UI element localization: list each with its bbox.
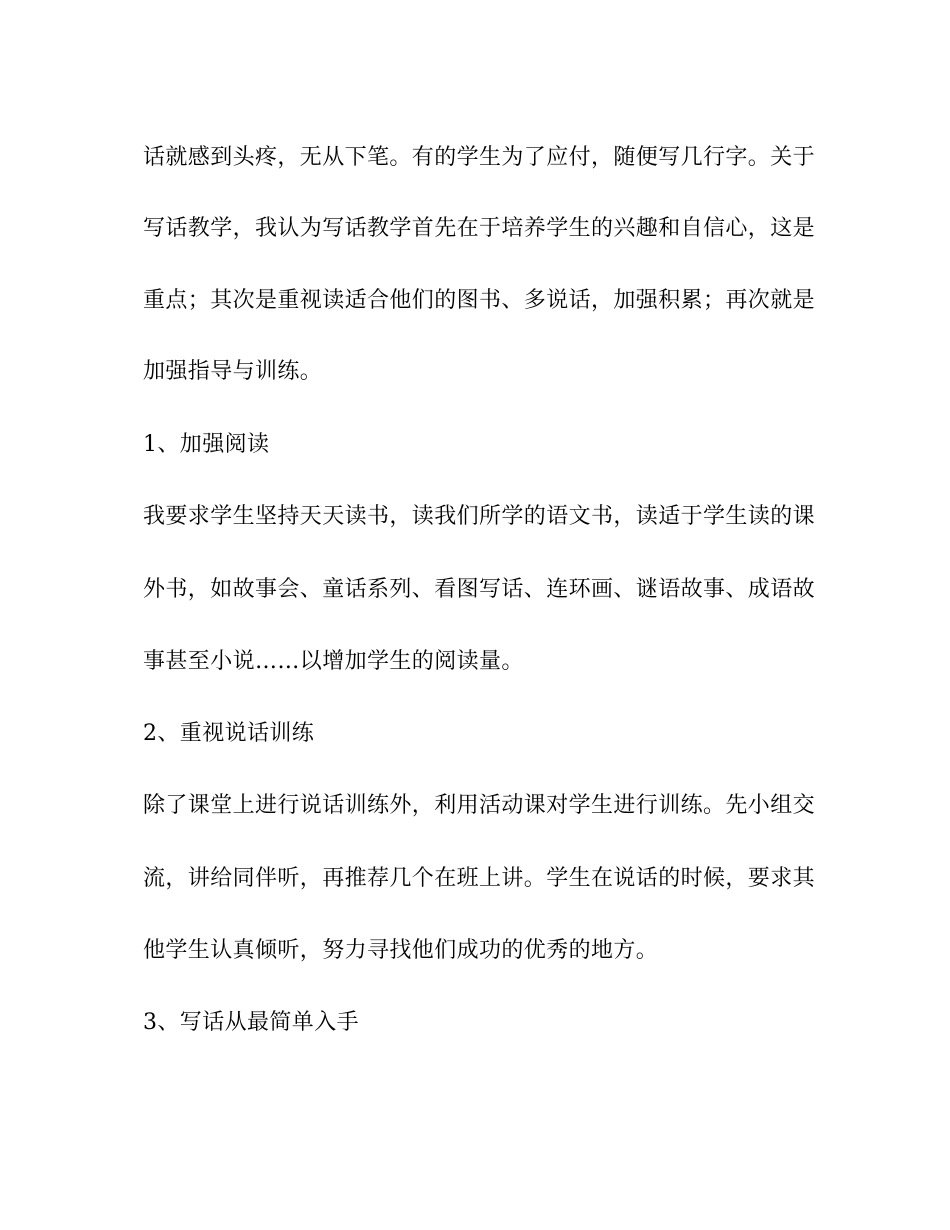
paragraph-line: 流，讲给同伴听，再推荐几个在班上讲。学生在说话的时候，要求其	[143, 866, 816, 891]
paragraph-line: 重点；其次是重视读适合他们的图书、多说话，加强积累；再次就是	[143, 288, 816, 313]
section-heading: 3、写话从最简单入手	[143, 1010, 359, 1035]
section-heading: 2、重视说话训练	[143, 721, 315, 746]
paragraph-line: 他学生认真倾听，努力寻找他们成功的优秀的地方。	[143, 938, 659, 963]
paragraph-line: 事甚至小说……以增加学生的阅读量。	[143, 649, 524, 674]
paragraph-line: 我要求学生坚持天天读书，读我们所学的语文书，读适于学生读的课	[143, 504, 816, 529]
section-heading: 1、加强阅读	[143, 432, 270, 457]
paragraph-line: 写话教学，我认为写话教学首先在于培养学生的兴趣和自信心，这是	[143, 216, 816, 241]
paragraph-line: 除了课堂上进行说话训练外，利用活动课对学生进行训练。先小组交	[143, 793, 816, 818]
paragraph-line: 外书，如故事会、童话系列、看图写话、连环画、谜语故事、成语故	[143, 577, 816, 602]
paragraph-line: 加强指导与训练。	[143, 359, 323, 384]
paragraph-line: 话就感到头疼，无从下笔。有的学生为了应付，随便写几行字。关于	[143, 145, 816, 170]
